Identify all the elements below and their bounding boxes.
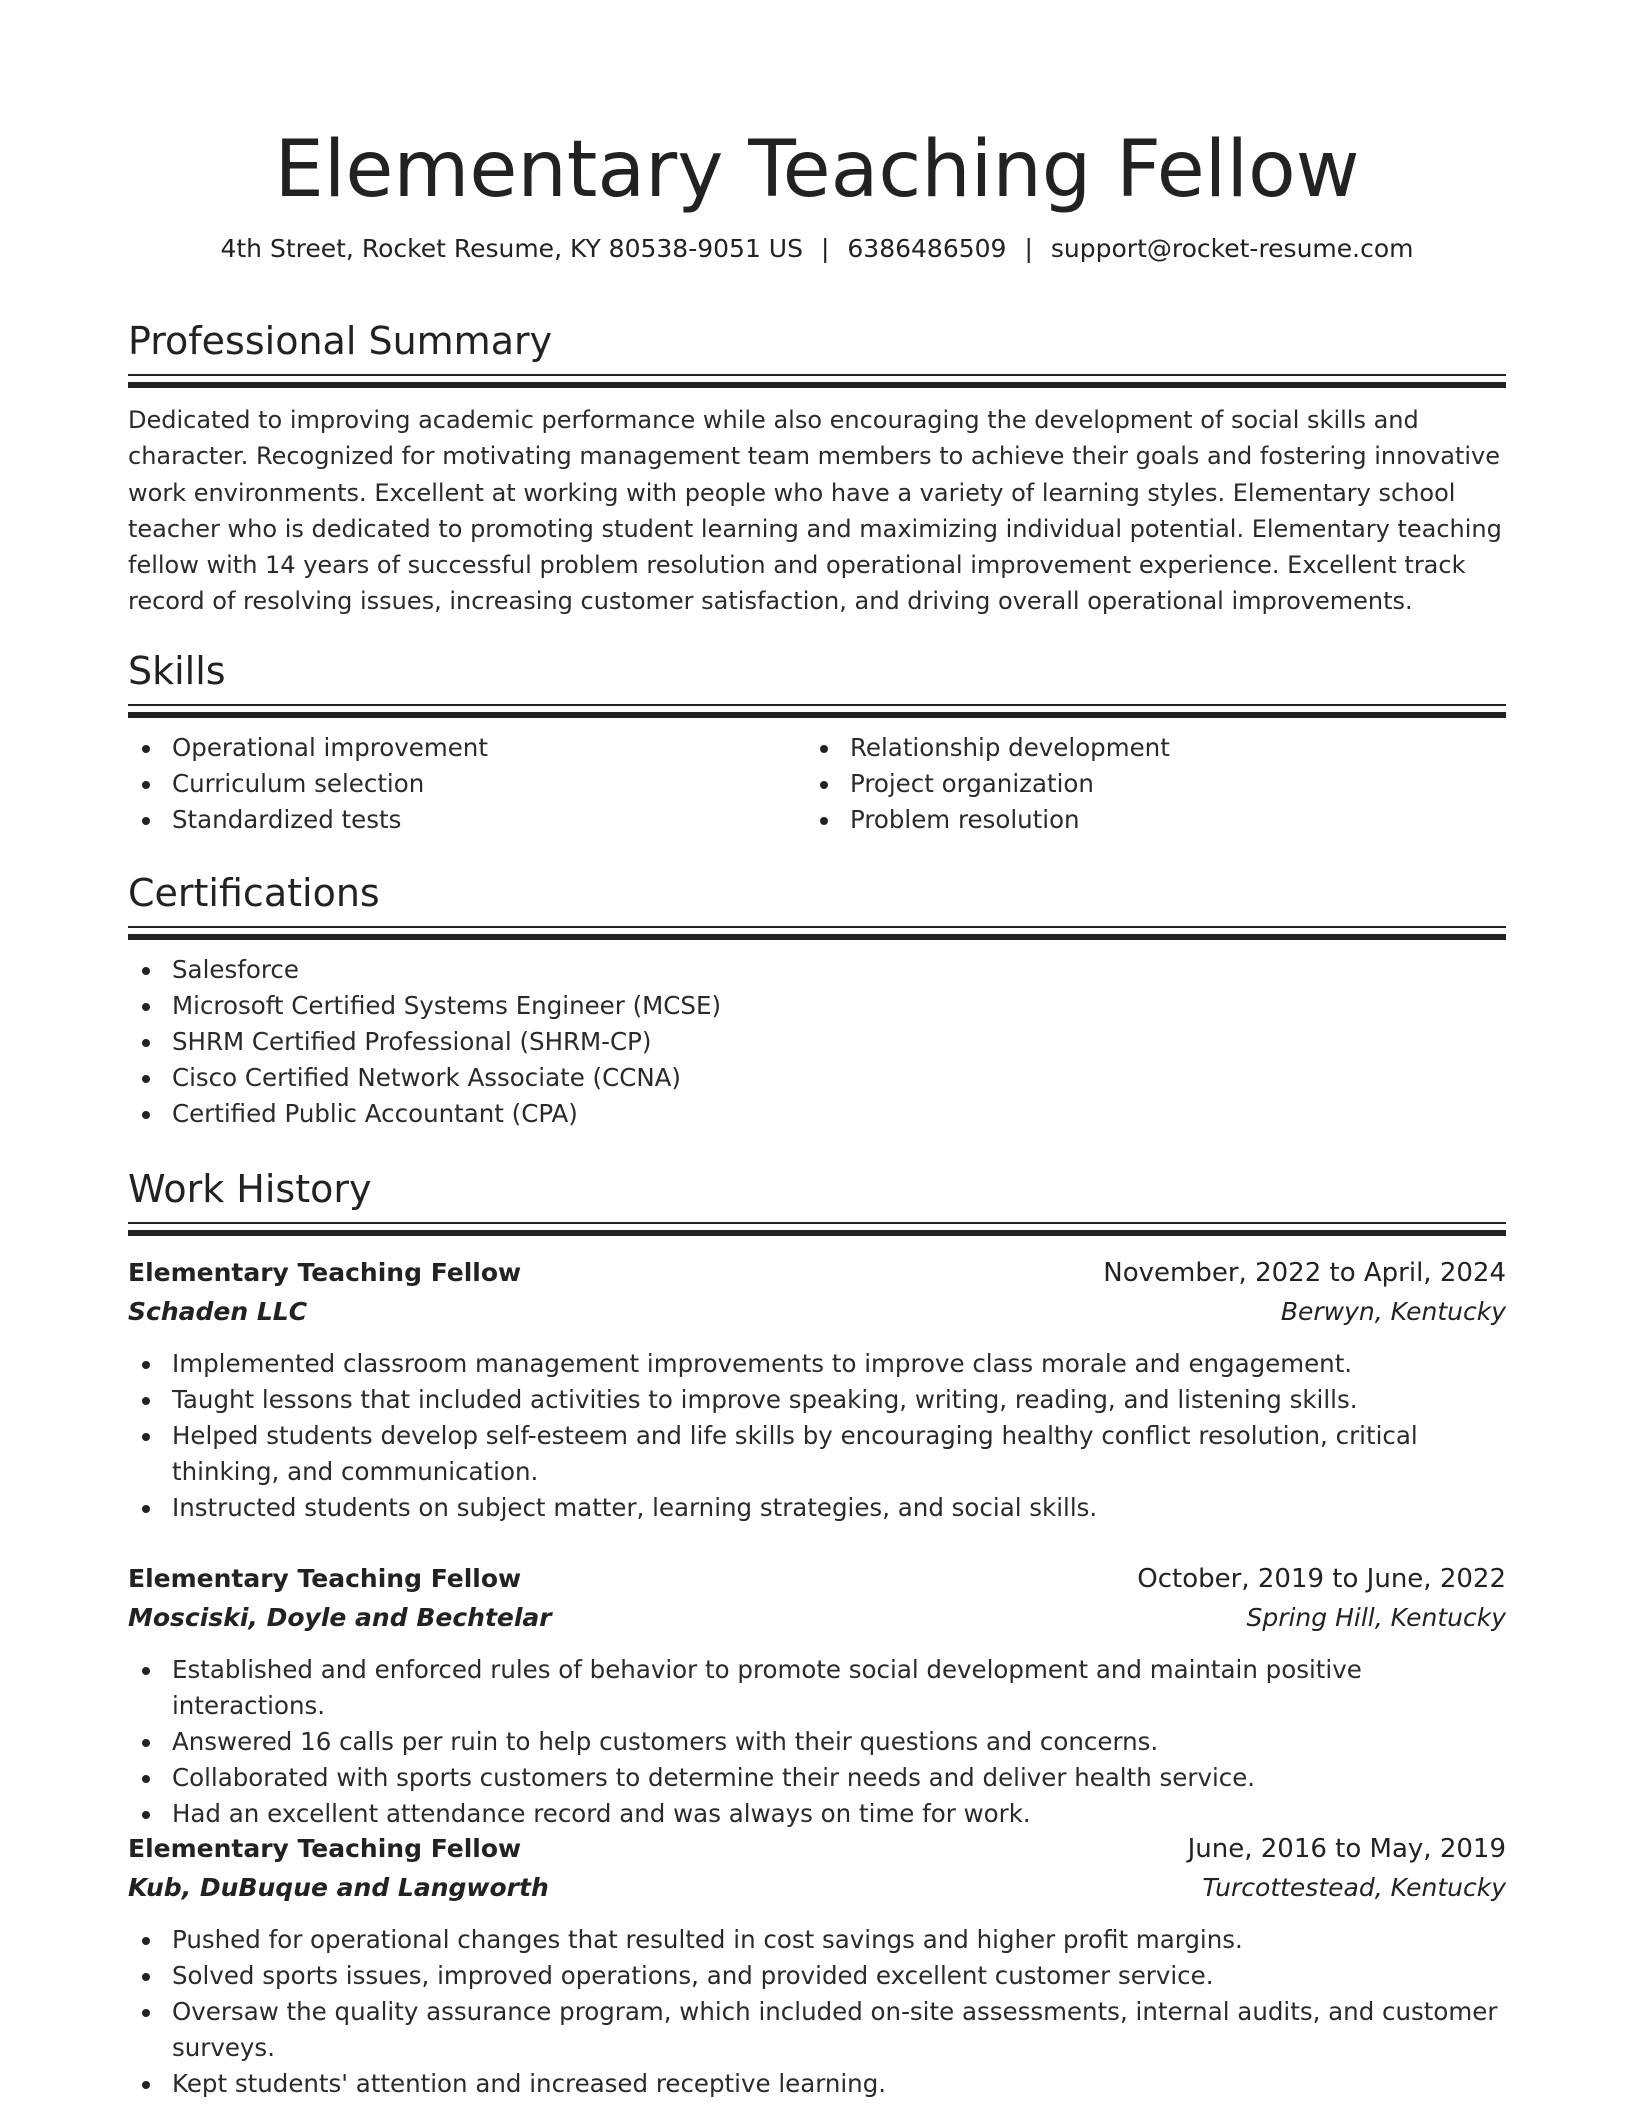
skill-item: Project organization: [806, 766, 1484, 802]
job-title: Elementary Teaching Fellow: [128, 1564, 522, 1593]
job-bullet: Established and enforced rules of behavior to promote social development and maintain positive interactions.: [128, 1652, 1506, 1724]
skills-list-right: [806, 730, 1484, 838]
contact-line: [128, 232, 1506, 266]
certification-item: SHRM Certified Professional (SHRM-CP): [128, 1024, 1506, 1060]
section-title-summary: Professional Summary: [128, 319, 553, 363]
job-location: Spring Hill, Kentucky: [1246, 1603, 1506, 1632]
summary-text: Dedicated to improving academic performance while also encouraging the development of social skills and character. Recognized for motivating management team members to achieve their goals and fostering innovative work environments. Excellent at working with people who have a variety of learning styles. Elementary school teacher who is dedicated to promoting student learning and maximizing individual potential. Elementary teaching fellow with 14 years of successful problem resolution and operational improvement experience. Excellent track record of resolving issues, increasing customer satisfaction, and driving overall operational improvements.: [128, 406, 1502, 616]
skill-item: Operational improvement: [128, 730, 806, 766]
skills-list-left: [128, 730, 806, 838]
skills-grid: [128, 730, 1506, 838]
certification-item: Salesforce: [128, 952, 1506, 988]
skill-item: Problem resolution: [806, 802, 1484, 838]
job-title: Elementary Teaching Fellow: [128, 1258, 522, 1287]
job-entry: [128, 1830, 1506, 2102]
contact-separator: |: [1024, 234, 1033, 263]
job-bullet: Taught lessons that included activities to improve speaking, writing, reading, and listening skills.: [128, 1382, 1506, 1418]
job-bullet: Oversaw the quality assurance program, which included on-site assessments, internal audits, and customer surveys.: [128, 1994, 1506, 2066]
summary-section: [128, 318, 1506, 620]
section-divider: [128, 374, 1506, 388]
job-location: Turcottestead, Kentucky: [1202, 1873, 1506, 1902]
section-title-work-history: Work History: [128, 1167, 372, 1211]
job-dates: November, 2022 to April, 2024: [1103, 1258, 1506, 1288]
section-divider: [128, 926, 1506, 940]
job-bullets: [128, 1346, 1506, 1526]
section-divider: [128, 704, 1506, 718]
certifications-list: [128, 952, 1506, 1132]
job-dates: June, 2016 to May, 2019: [1187, 1834, 1506, 1864]
contact-address: 4th Street, Rocket Resume, KY 80538-9051 US: [220, 234, 803, 263]
job-company: Mosciski, Doyle and Bechtelar: [128, 1603, 552, 1632]
work-history-section: [128, 1166, 1506, 1236]
job-bullet: Answered 16 calls per ruin to help customers with their questions and concerns.: [128, 1724, 1506, 1760]
job-bullet: Had an excellent attendance record and was always on time for work.: [128, 1796, 1506, 1832]
job-bullet: Pushed for operational changes that resulted in cost savings and higher profit margins.: [128, 1922, 1506, 1958]
job-bullets: [128, 1922, 1506, 2102]
section-title-certifications: Certifications: [128, 871, 380, 915]
contact-separator: |: [820, 234, 830, 263]
section-divider: [128, 1222, 1506, 1236]
job-bullets: [128, 1652, 1506, 1832]
skills-section: [128, 648, 1506, 838]
job-company: Schaden LLC: [128, 1297, 308, 1326]
resume-page: [128, 0, 1506, 2098]
resume-name: Elementary Teaching Fellow: [274, 125, 1360, 215]
certification-item: Cisco Certified Network Associate (CCNA): [128, 1060, 1506, 1096]
job-bullet: Kept students' attention and increased receptive learning.: [128, 2066, 1506, 2102]
certification-item: Microsoft Certified Systems Engineer (MCSE): [128, 988, 1506, 1024]
job-location: Berwyn, Kentucky: [1280, 1297, 1506, 1326]
job-entry: [128, 1560, 1506, 1832]
contact-email: support@rocket-resume.com: [1050, 234, 1414, 263]
contact-phone: 6386486509: [847, 234, 1007, 263]
job-title: Elementary Teaching Fellow: [128, 1834, 522, 1863]
job-bullet: Helped students develop self-esteem and life skills by encouraging healthy conflict resolution, critical thinking, and communication.: [128, 1418, 1506, 1490]
skill-item: Relationship development: [806, 730, 1484, 766]
job-company: Kub, DuBuque and Langworth: [128, 1873, 549, 1902]
job-bullet: Solved sports issues, improved operations, and provided excellent customer service.: [128, 1958, 1506, 1994]
job-bullet: Implemented classroom management improvements to improve class morale and engagement.: [128, 1346, 1506, 1382]
section-title-skills: Skills: [128, 649, 226, 693]
certifications-section: [128, 870, 1506, 1132]
job-bullet: Collaborated with sports customers to determine their needs and deliver health service.: [128, 1760, 1506, 1796]
certification-item: Certified Public Accountant (CPA): [128, 1096, 1506, 1132]
skill-item: Standardized tests: [128, 802, 806, 838]
job-bullet: Instructed students on subject matter, learning strategies, and social skills.: [128, 1490, 1506, 1526]
skill-item: Curriculum selection: [128, 766, 806, 802]
job-dates: October, 2019 to June, 2022: [1137, 1564, 1506, 1594]
job-entry: [128, 1254, 1506, 1526]
